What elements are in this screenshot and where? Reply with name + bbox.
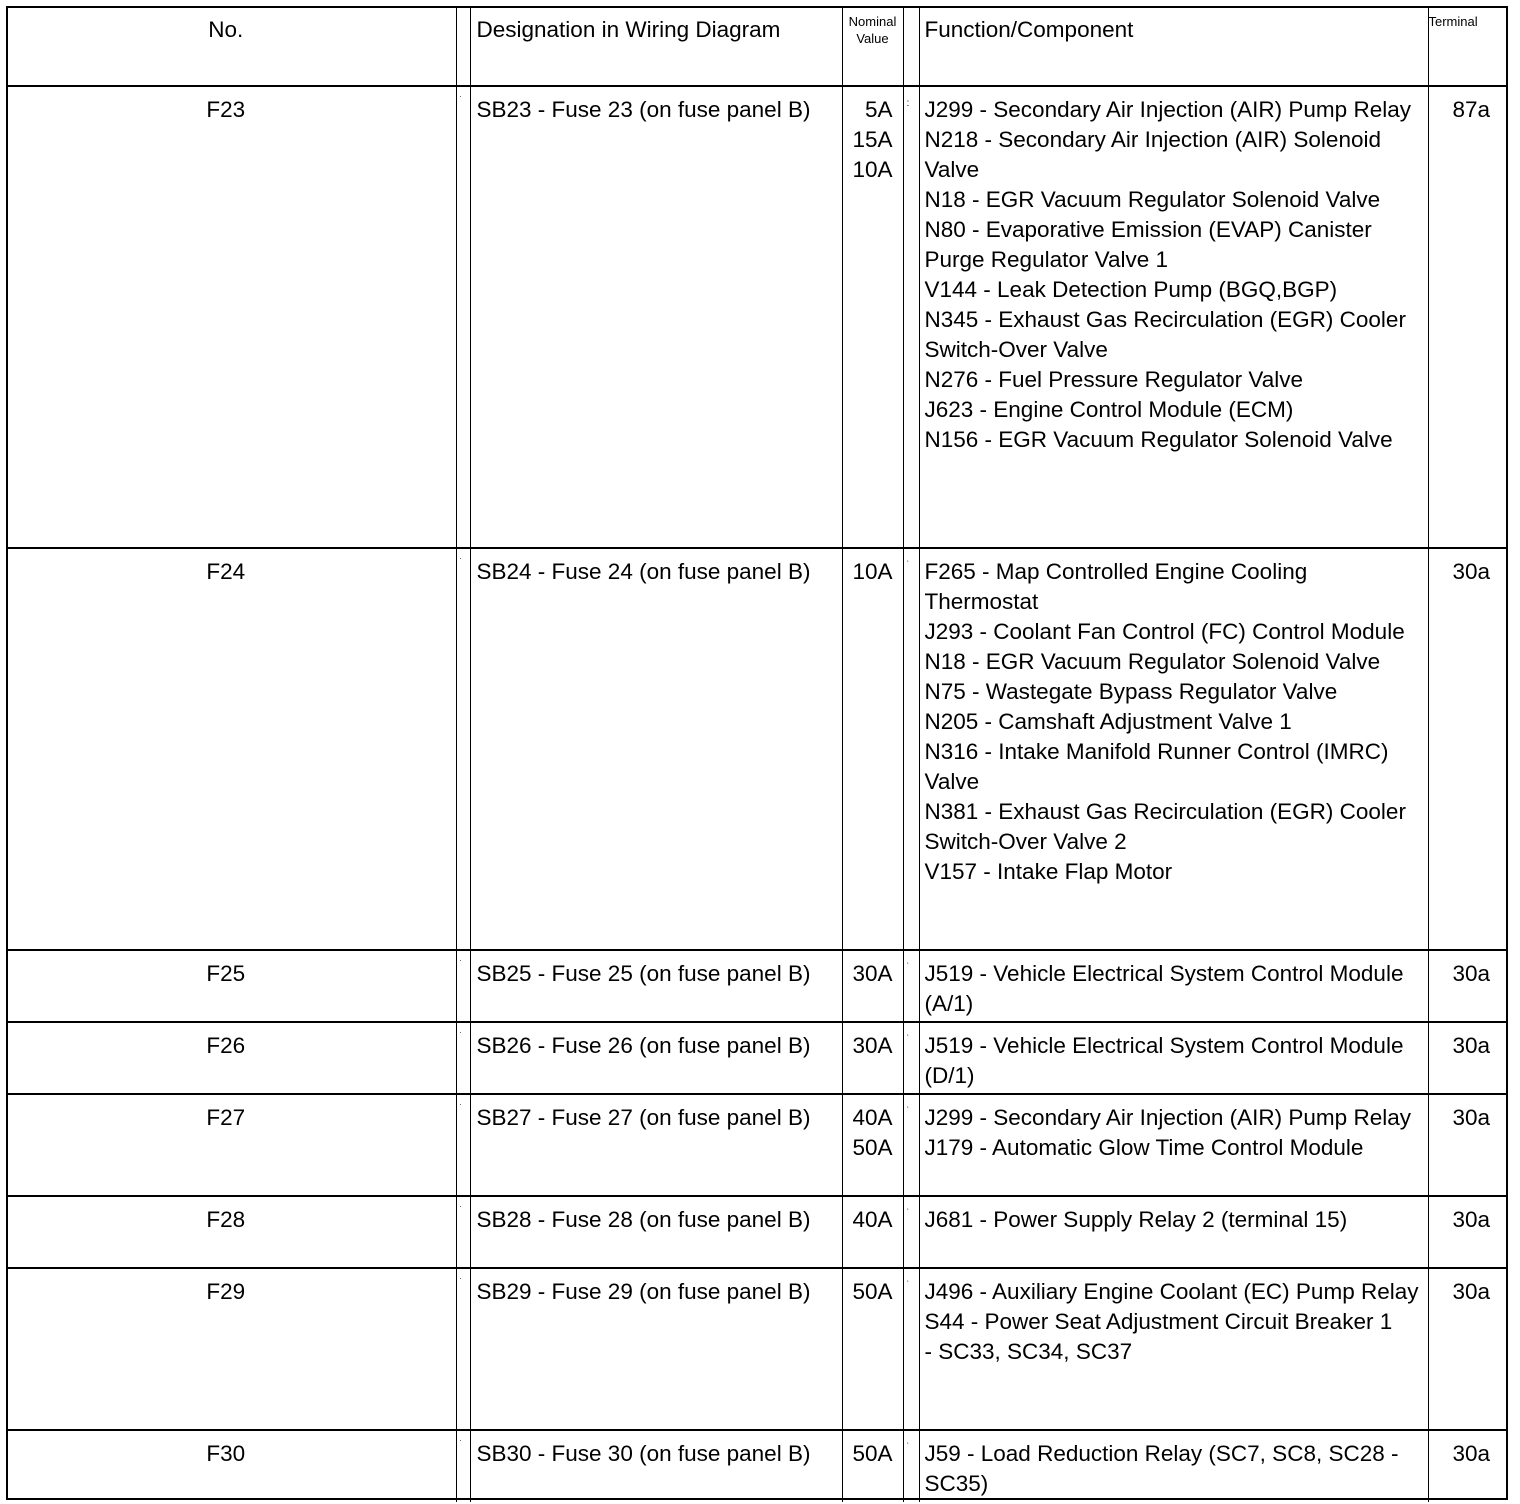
function-components bbox=[919, 1196, 1428, 1268]
table-row bbox=[8, 1094, 1506, 1196]
nominal-value: 50A bbox=[852, 1441, 893, 1466]
function-component: V157 - Intake Flap Motor bbox=[924, 859, 1173, 884]
function-component: J496 - Auxiliary Engine Coolant (EC) Pump Relay bbox=[924, 1279, 1419, 1304]
fuse-number: F26 bbox=[8, 1022, 456, 1094]
fuse-number: F23 bbox=[8, 86, 456, 548]
function-components bbox=[919, 1430, 1428, 1502]
tick-mark: ˙ bbox=[459, 95, 463, 105]
fuse-designation: SB28 - Fuse 28 (on fuse panel B) bbox=[470, 1196, 842, 1268]
terminal: 30a bbox=[1428, 1430, 1506, 1502]
tick-mark: ˙ bbox=[459, 1205, 463, 1215]
function-components bbox=[919, 1268, 1428, 1430]
tick-mark: ˙ bbox=[459, 557, 463, 567]
row-spacer bbox=[456, 950, 470, 1022]
header-designation: Designation in Wiring Diagram bbox=[470, 8, 842, 86]
function-component: N218 - Secondary Air Injection (AIR) Solenoid Valve bbox=[924, 127, 1381, 182]
fuse-table bbox=[8, 8, 1506, 1502]
row-spacer-2 bbox=[903, 86, 919, 548]
function-component: N156 - EGR Vacuum Regulator Solenoid Valve bbox=[924, 427, 1393, 452]
nominal-value: 50A bbox=[852, 1279, 893, 1304]
function-component: F265 - Map Controlled Engine Cooling Thermostat bbox=[924, 559, 1308, 614]
header-function: Function/Component bbox=[919, 8, 1428, 86]
row-spacer-2 bbox=[903, 1022, 919, 1094]
nominal-value: 10A bbox=[852, 559, 893, 584]
row-spacer-2 bbox=[903, 1268, 919, 1430]
row-spacer bbox=[456, 548, 470, 950]
row-spacer-2 bbox=[903, 548, 919, 950]
nominal-values bbox=[842, 86, 903, 548]
tick-mark: ˙ bbox=[906, 560, 910, 571]
terminal: 30a bbox=[1428, 1022, 1506, 1094]
function-component: J519 - Vehicle Electrical System Control Module (D/1) bbox=[924, 1033, 1404, 1088]
terminal: 30a bbox=[1428, 548, 1506, 950]
table-row bbox=[8, 86, 1506, 548]
row-spacer-2 bbox=[903, 1094, 919, 1196]
row-spacer-2 bbox=[903, 1196, 919, 1268]
header-terminal: Terminal bbox=[1428, 8, 1506, 86]
function-component: N316 - Intake Manifold Runner Control (IMRC) Valve bbox=[924, 739, 1389, 794]
function-component: N276 - Fuel Pressure Regulator Valve bbox=[924, 367, 1304, 392]
function-component: N205 - Camshaft Adjustment Valve 1 bbox=[924, 709, 1292, 734]
nominal-value: 10A bbox=[852, 157, 893, 182]
function-component: J519 - Vehicle Electrical System Control Module (A/1) bbox=[924, 961, 1404, 1016]
fuse-number: F24 bbox=[8, 548, 456, 950]
function-component: N18 - EGR Vacuum Regulator Solenoid Valve bbox=[924, 187, 1381, 212]
function-component: J681 - Power Supply Relay 2 (terminal 15) bbox=[924, 1207, 1348, 1232]
function-component: J293 - Coolant Fan Control (FC) Control Module bbox=[924, 619, 1405, 644]
function-component: J59 - Load Reduction Relay (SC7, SC8, SC28 - SC35) bbox=[924, 1441, 1399, 1496]
function-component: N80 - Evaporative Emission (EVAP) Canister Purge Regulator Valve 1 bbox=[924, 217, 1372, 272]
fuse-table-frame bbox=[6, 6, 1508, 1500]
tick-mark: ˙ bbox=[459, 1103, 463, 1113]
function-component: J623 - Engine Control Module (ECM) bbox=[924, 397, 1294, 422]
table-row bbox=[8, 950, 1506, 1022]
function-component: - SC33, SC34, SC37 bbox=[924, 1339, 1133, 1364]
nominal-values bbox=[842, 1196, 903, 1268]
nominal-value: 30A bbox=[852, 1033, 893, 1058]
function-component: N381 - Exhaust Gas Recirculation (EGR) Cooler Switch-Over Valve 2 bbox=[924, 799, 1406, 854]
fuse-designation: SB29 - Fuse 29 (on fuse panel B) bbox=[470, 1268, 842, 1430]
tick-mark: ˙ bbox=[459, 1277, 463, 1287]
row-spacer bbox=[456, 1196, 470, 1268]
row-spacer-2 bbox=[903, 950, 919, 1022]
function-component: V144 - Leak Detection Pump (BGQ,BGP) bbox=[924, 277, 1338, 302]
fuse-designation: SB27 - Fuse 27 (on fuse panel B) bbox=[470, 1094, 842, 1196]
header-no: No. bbox=[8, 8, 456, 86]
fuse-number: F27 bbox=[8, 1094, 456, 1196]
fuse-designation: SB30 - Fuse 30 (on fuse panel B) bbox=[470, 1430, 842, 1502]
terminal: 30a bbox=[1428, 950, 1506, 1022]
function-components bbox=[919, 86, 1428, 548]
function-components bbox=[919, 548, 1428, 950]
fuse-number: F30 bbox=[8, 1430, 456, 1502]
nominal-values bbox=[842, 548, 903, 950]
row-spacer bbox=[456, 1022, 470, 1094]
header-spacer-2 bbox=[903, 8, 919, 86]
tick-mark: ˙ bbox=[906, 1280, 910, 1291]
nominal-values bbox=[842, 950, 903, 1022]
tick-mark: ˙ bbox=[459, 959, 463, 969]
fuse-number: F29 bbox=[8, 1268, 456, 1430]
table-row bbox=[8, 548, 1506, 950]
function-component: J179 - Automatic Glow Time Control Module bbox=[924, 1135, 1364, 1160]
tick-mark: ˙ bbox=[906, 1208, 910, 1219]
fuse-number: F28 bbox=[8, 1196, 456, 1268]
function-components bbox=[919, 1094, 1428, 1196]
nominal-values bbox=[842, 1268, 903, 1430]
terminal: 30a bbox=[1428, 1196, 1506, 1268]
fuse-number: F25 bbox=[8, 950, 456, 1022]
function-component: J299 - Secondary Air Injection (AIR) Pump Relay bbox=[924, 97, 1411, 122]
nominal-values bbox=[842, 1022, 903, 1094]
fuse-designation: SB25 - Fuse 25 (on fuse panel B) bbox=[470, 950, 842, 1022]
function-component: S44 - Power Seat Adjustment Circuit Breaker 1 bbox=[924, 1309, 1393, 1334]
terminal: 30a bbox=[1428, 1094, 1506, 1196]
row-spacer-2 bbox=[903, 1430, 919, 1502]
nominal-value: 50A bbox=[852, 1135, 893, 1160]
function-component: N18 - EGR Vacuum Regulator Solenoid Valve bbox=[924, 649, 1381, 674]
function-components bbox=[919, 1022, 1428, 1094]
tick-mark: ˙ bbox=[906, 962, 910, 973]
header-spacer bbox=[456, 8, 470, 86]
header-nominal-line1: Nominal bbox=[848, 14, 897, 29]
tick-mark: : bbox=[906, 98, 910, 109]
nominal-values bbox=[842, 1430, 903, 1502]
tick-mark: ˙ bbox=[906, 1442, 910, 1453]
row-spacer bbox=[456, 86, 470, 548]
function-component: J299 - Secondary Air Injection (AIR) Pump Relay bbox=[924, 1105, 1411, 1130]
terminal: 30a bbox=[1428, 1268, 1506, 1430]
fuse-designation: SB24 - Fuse 24 (on fuse panel B) bbox=[470, 548, 842, 950]
header-nominal-line2: Value bbox=[856, 31, 889, 46]
tick-mark: ˙ bbox=[906, 1106, 910, 1117]
function-component: N345 - Exhaust Gas Recirculation (EGR) Cooler Switch-Over Valve bbox=[924, 307, 1406, 362]
table-row bbox=[8, 1268, 1506, 1430]
tick-mark: ˙ bbox=[459, 1031, 463, 1041]
row-spacer bbox=[456, 1430, 470, 1502]
table-row bbox=[8, 1196, 1506, 1268]
nominal-value: 5A bbox=[864, 97, 893, 122]
table-row bbox=[8, 1022, 1506, 1094]
row-spacer bbox=[456, 1094, 470, 1196]
nominal-value: 40A bbox=[852, 1207, 893, 1232]
fuse-designation: SB23 - Fuse 23 (on fuse panel B) bbox=[470, 86, 842, 548]
row-spacer bbox=[456, 1268, 470, 1430]
terminal: 87a bbox=[1428, 86, 1506, 548]
fuse-designation: SB26 - Fuse 26 (on fuse panel B) bbox=[470, 1022, 842, 1094]
function-components bbox=[919, 950, 1428, 1022]
function-component: N75 - Wastegate Bypass Regulator Valve bbox=[924, 679, 1338, 704]
header-row bbox=[8, 8, 1506, 86]
tick-mark: ˙ bbox=[906, 1034, 910, 1045]
nominal-value: 15A bbox=[852, 127, 893, 152]
nominal-value: 40A bbox=[852, 1105, 893, 1130]
nominal-values bbox=[842, 1094, 903, 1196]
table-row bbox=[8, 1430, 1506, 1502]
header-nominal-value bbox=[842, 8, 903, 86]
nominal-value: 30A bbox=[852, 961, 893, 986]
tick-mark: ˙ bbox=[459, 1439, 463, 1449]
